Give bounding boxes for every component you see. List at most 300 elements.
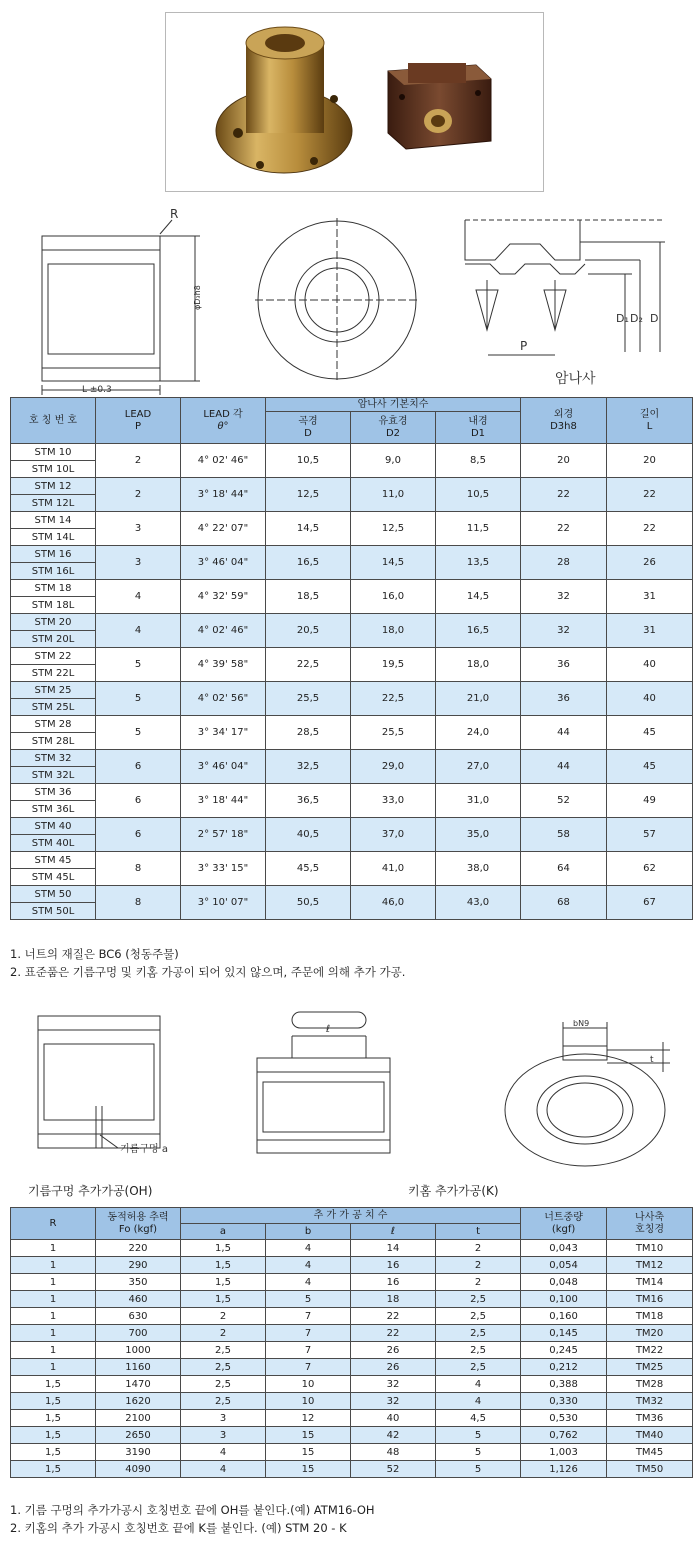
shaft-cell: TM12 [607, 1257, 693, 1274]
outer-dia-cell: 32 [521, 580, 607, 614]
model-name-long: STM 14L [11, 529, 96, 546]
h-d2: 유효경 D2 [351, 412, 436, 444]
length-cell: 45 [607, 750, 693, 784]
weight-cell: 0,330 [521, 1393, 607, 1410]
length-cell: 40 [607, 682, 693, 716]
pitch-dia-cell: 22,5 [351, 682, 436, 716]
major-dia-cell: 50,5 [266, 886, 351, 920]
fo-cell: 4090 [96, 1461, 181, 1478]
fo-cell: 1000 [96, 1342, 181, 1359]
t-cell: 2 [436, 1257, 521, 1274]
b-cell: 15 [266, 1444, 351, 1461]
t-cell: 4 [436, 1376, 521, 1393]
minor-dia-cell: 35,0 [436, 818, 521, 852]
length-cell: 67 [607, 886, 693, 920]
r-cell: 1 [11, 1359, 96, 1376]
shaft-cell: TM32 [607, 1393, 693, 1410]
major-dia-cell: 45,5 [266, 852, 351, 886]
b-cell: 10 [266, 1376, 351, 1393]
table-row [11, 1410, 693, 1427]
h-t: t [436, 1224, 521, 1240]
a-cell: 4 [181, 1461, 266, 1478]
shaft-cell: TM22 [607, 1342, 693, 1359]
model-name: STM 32 [11, 750, 96, 767]
model-name: STM 25 [11, 682, 96, 699]
length-cell: 40 [607, 648, 693, 682]
model-name-long: STM 45L [11, 869, 96, 886]
lead-angle-cell: 3° 34' 17" [181, 716, 266, 750]
lead-cell: 3 [96, 546, 181, 580]
pitch-dia-cell: 37,0 [351, 818, 436, 852]
b-cell: 7 [266, 1308, 351, 1325]
table-row [11, 478, 693, 495]
length-cell: 22 [607, 478, 693, 512]
table-row [11, 1240, 693, 1257]
model-name: STM 16 [11, 546, 96, 563]
lead-cell: 4 [96, 580, 181, 614]
table-row [11, 1308, 693, 1325]
note-line: 1. 기름 구멍의 추가가공시 호칭번호 끝에 OH를 붙인다.(예) ATM16-OH [10, 1503, 375, 1517]
h-shaft: 나사축 호칭경 [607, 1208, 693, 1240]
lead-cell: 8 [96, 886, 181, 920]
t-cell: 2,5 [436, 1325, 521, 1342]
pitch-label: P [520, 339, 528, 353]
notes-material [10, 945, 405, 981]
pitch-dia-cell: 18,0 [351, 614, 436, 648]
pitch-dia-cell: 12,5 [351, 512, 436, 546]
fo-cell: 630 [96, 1308, 181, 1325]
table-row [11, 784, 693, 801]
t-cell: 5 [436, 1461, 521, 1478]
a-cell: 1,5 [181, 1274, 266, 1291]
key-width-label: bN9 [573, 1019, 590, 1028]
lead-angle-cell: 3° 18' 44" [181, 478, 266, 512]
pitch-dia-cell: 33,0 [351, 784, 436, 818]
r-cell: 1 [11, 1274, 96, 1291]
outer-dia-cell: 32 [521, 614, 607, 648]
lead-angle-cell: 3° 46' 04" [181, 750, 266, 784]
fo-cell: 700 [96, 1325, 181, 1342]
table-row [11, 512, 693, 529]
diameter-label: φD₃h8 [193, 285, 202, 310]
shaft-cell: TM16 [607, 1291, 693, 1308]
model-name: STM 50 [11, 886, 96, 903]
length-cell: 49 [607, 784, 693, 818]
fo-cell: 1620 [96, 1393, 181, 1410]
fo-cell: 1160 [96, 1359, 181, 1376]
pitch-dia-cell: 11,0 [351, 478, 436, 512]
minor-dia-cell: 38,0 [436, 852, 521, 886]
lead-cell: 5 [96, 682, 181, 716]
pitch-dia-cell: 41,0 [351, 852, 436, 886]
pitch-dia-cell: 29,0 [351, 750, 436, 784]
b-cell: 7 [266, 1325, 351, 1342]
lead-angle-cell: 4° 22' 07" [181, 512, 266, 546]
table-row [11, 1393, 693, 1410]
model-name-long: STM 10L [11, 461, 96, 478]
b-cell: 4 [266, 1257, 351, 1274]
table-row [11, 1342, 693, 1359]
minor-dia-cell: 10,5 [436, 478, 521, 512]
shaft-cell: TM25 [607, 1359, 693, 1376]
lead-angle-cell: 4° 32' 59" [181, 580, 266, 614]
l-cell: 14 [351, 1240, 436, 1257]
fo-cell: 350 [96, 1274, 181, 1291]
weight-cell: 0,388 [521, 1376, 607, 1393]
h-l: ℓ [351, 1224, 436, 1240]
outer-dia-cell: 68 [521, 886, 607, 920]
t-cell: 2,5 [436, 1291, 521, 1308]
minor-dia-cell: 13,5 [436, 546, 521, 580]
weight-cell: 1,003 [521, 1444, 607, 1461]
b-cell: 15 [266, 1461, 351, 1478]
table-row [11, 614, 693, 631]
minor-dia-cell: 31,0 [436, 784, 521, 818]
table-row [11, 648, 693, 665]
a-cell: 2,5 [181, 1342, 266, 1359]
table-row [11, 716, 693, 733]
r-cell: 1 [11, 1308, 96, 1325]
major-dia-cell: 22,5 [266, 648, 351, 682]
pitch-dia-cell: 25,5 [351, 716, 436, 750]
model-name: STM 20 [11, 614, 96, 631]
minor-dia-cell: 11,5 [436, 512, 521, 546]
fo-cell: 1470 [96, 1376, 181, 1393]
spec-table [10, 397, 693, 920]
note-line: 2. 표준품은 기름구멍 및 키홈 가공이 되어 있지 않으며, 주문에 의해 추가 가공. [10, 965, 406, 979]
major-dia-cell: 36,5 [266, 784, 351, 818]
weight-cell: 0,054 [521, 1257, 607, 1274]
fo-cell: 3190 [96, 1444, 181, 1461]
note-line: 1. 너트의 재질은 BC6 (청동주물) [10, 947, 179, 961]
minor-dia-cell: 8,5 [436, 444, 521, 478]
r-cell: 1,5 [11, 1393, 96, 1410]
l-cell: 16 [351, 1274, 436, 1291]
a-cell: 1,5 [181, 1257, 266, 1274]
table-row [11, 1325, 693, 1342]
lead-cell: 4 [96, 614, 181, 648]
major-dia-cell: 10,5 [266, 444, 351, 478]
table-row [11, 750, 693, 767]
length-cell: 31 [607, 580, 693, 614]
h-r: R [11, 1208, 96, 1240]
t-cell: 2,5 [436, 1308, 521, 1325]
model-name: STM 36 [11, 784, 96, 801]
h-fo: 동적허용 추력 Fo (kgf) [96, 1208, 181, 1240]
model-name: STM 10 [11, 444, 96, 461]
table-row [11, 1376, 693, 1393]
t-cell: 2,5 [436, 1342, 521, 1359]
major-dia-cell: 25,5 [266, 682, 351, 716]
key-length-label: ℓ [326, 1024, 331, 1035]
h-a: a [181, 1224, 266, 1240]
shaft-cell: TM14 [607, 1274, 693, 1291]
t-cell: 5 [436, 1444, 521, 1461]
lead-cell: 6 [96, 818, 181, 852]
lead-angle-cell: 3° 33' 15" [181, 852, 266, 886]
b-cell: 7 [266, 1359, 351, 1376]
lead-angle-cell: 4° 02' 56" [181, 682, 266, 716]
b-cell: 12 [266, 1410, 351, 1427]
h-weight: 너트중량 (kgf) [521, 1208, 607, 1240]
fo-cell: 460 [96, 1291, 181, 1308]
outer-dia-cell: 22 [521, 478, 607, 512]
d-label: D [650, 312, 659, 325]
caption-key: 키홈 추가가공(K) [408, 1184, 499, 1198]
table-row [11, 886, 693, 903]
r-cell: 1,5 [11, 1376, 96, 1393]
l-cell: 52 [351, 1461, 436, 1478]
shaft-cell: TM36 [607, 1410, 693, 1427]
pitch-dia-cell: 19,5 [351, 648, 436, 682]
lead-angle-cell: 3° 10' 07" [181, 886, 266, 920]
outer-dia-cell: 44 [521, 750, 607, 784]
l-cell: 48 [351, 1444, 436, 1461]
major-dia-cell: 16,5 [266, 546, 351, 580]
table-row [11, 1461, 693, 1478]
shaft-cell: TM45 [607, 1444, 693, 1461]
fo-cell: 2100 [96, 1410, 181, 1427]
major-dia-cell: 32,5 [266, 750, 351, 784]
a-cell: 3 [181, 1427, 266, 1444]
weight-cell: 0,048 [521, 1274, 607, 1291]
outer-dia-cell: 28 [521, 546, 607, 580]
model-name-long: STM 28L [11, 733, 96, 750]
note-line: 2. 키홈의 추가 가공시 호칭번호 끝에 K를 붙인다. (예) STM 20 - K [10, 1521, 347, 1535]
lead-angle-cell: 4° 02' 46" [181, 444, 266, 478]
table-row [11, 1291, 693, 1308]
shaft-cell: TM18 [607, 1308, 693, 1325]
minor-dia-cell: 27,0 [436, 750, 521, 784]
b-cell: 4 [266, 1240, 351, 1257]
outer-dia-cell: 58 [521, 818, 607, 852]
model-name: STM 40 [11, 818, 96, 835]
weight-cell: 0,160 [521, 1308, 607, 1325]
table-row [11, 580, 693, 597]
minor-dia-cell: 21,0 [436, 682, 521, 716]
h-len: 길이 L [607, 398, 693, 444]
model-name-long: STM 12L [11, 495, 96, 512]
r-cell: 1 [11, 1240, 96, 1257]
table-row [11, 1274, 693, 1291]
model-name-long: STM 25L [11, 699, 96, 716]
table-row [11, 1359, 693, 1376]
lead-cell: 3 [96, 512, 181, 546]
t-cell: 2 [436, 1240, 521, 1257]
table-row [11, 444, 693, 461]
pitch-dia-cell: 46,0 [351, 886, 436, 920]
lead-cell: 6 [96, 750, 181, 784]
key-depth-label: t [650, 1055, 654, 1065]
l-cell: 22 [351, 1308, 436, 1325]
a-cell: 3 [181, 1410, 266, 1427]
weight-cell: 0,762 [521, 1427, 607, 1444]
lead-angle-cell: 4° 39' 58" [181, 648, 266, 682]
shaft-cell: TM40 [607, 1427, 693, 1444]
model-name: STM 22 [11, 648, 96, 665]
h-group: 암나사 기본치수 [266, 398, 521, 412]
length-cell: 22 [607, 512, 693, 546]
h-name: 호 칭 번 호 [11, 398, 96, 444]
r-cell: 1,5 [11, 1410, 96, 1427]
weight-cell: 1,126 [521, 1461, 607, 1478]
r-cell: 1 [11, 1325, 96, 1342]
minor-dia-cell: 14,5 [436, 580, 521, 614]
lead-cell: 2 [96, 478, 181, 512]
model-name: STM 45 [11, 852, 96, 869]
model-name-long: STM 16L [11, 563, 96, 580]
model-name-long: STM 50L [11, 903, 96, 920]
shaft-cell: TM28 [607, 1376, 693, 1393]
fo-cell: 220 [96, 1240, 181, 1257]
h-b: b [266, 1224, 351, 1240]
a-cell: 2,5 [181, 1393, 266, 1410]
l-cell: 22 [351, 1325, 436, 1342]
length-cell: 57 [607, 818, 693, 852]
h-lead: LEAD P [96, 398, 181, 444]
outer-dia-cell: 64 [521, 852, 607, 886]
r-cell: 1 [11, 1291, 96, 1308]
a-cell: 2,5 [181, 1359, 266, 1376]
table-row [11, 1427, 693, 1444]
length-cell: 45 [607, 716, 693, 750]
lead-cell: 2 [96, 444, 181, 478]
shaft-cell: TM10 [607, 1240, 693, 1257]
weight-cell: 0,043 [521, 1240, 607, 1257]
table-row [11, 1257, 693, 1274]
fo-cell: 290 [96, 1257, 181, 1274]
t-cell: 4 [436, 1393, 521, 1410]
model-name: STM 28 [11, 716, 96, 733]
d2-label: D₂ [630, 312, 643, 325]
model-name-long: STM 22L [11, 665, 96, 682]
length-label: L ±0.3 [82, 385, 112, 395]
table-row [11, 852, 693, 869]
minor-dia-cell: 18,0 [436, 648, 521, 682]
t-cell: 2,5 [436, 1359, 521, 1376]
l-cell: 18 [351, 1291, 436, 1308]
l-cell: 42 [351, 1427, 436, 1444]
lead-angle-cell: 4° 02' 46" [181, 614, 266, 648]
r-cell: 1,5 [11, 1427, 96, 1444]
pitch-dia-cell: 9,0 [351, 444, 436, 478]
r-label: R [170, 207, 179, 221]
caption-oil-hole: 기름구멍 추가가공(OH) [28, 1184, 153, 1198]
b-cell: 4 [266, 1274, 351, 1291]
minor-dia-cell: 24,0 [436, 716, 521, 750]
weight-cell: 0,145 [521, 1325, 607, 1342]
outer-dia-cell: 36 [521, 648, 607, 682]
lead-angle-cell: 3° 46' 04" [181, 546, 266, 580]
weight-cell: 0,530 [521, 1410, 607, 1427]
major-dia-cell: 20,5 [266, 614, 351, 648]
t-cell: 5 [436, 1427, 521, 1444]
h-angle: LEAD 각 θ° [181, 398, 266, 444]
l-cell: 40 [351, 1410, 436, 1427]
table-row [11, 1444, 693, 1461]
model-name: STM 14 [11, 512, 96, 529]
length-cell: 20 [607, 444, 693, 478]
a-cell: 1,5 [181, 1240, 266, 1257]
minor-dia-cell: 16,5 [436, 614, 521, 648]
outer-dia-cell: 22 [521, 512, 607, 546]
shaft-cell: TM50 [607, 1461, 693, 1478]
t-cell: 4,5 [436, 1410, 521, 1427]
h-d1: 내경 D1 [436, 412, 521, 444]
extra-table [10, 1207, 693, 1478]
l-cell: 32 [351, 1393, 436, 1410]
minor-dia-cell: 43,0 [436, 886, 521, 920]
r-cell: 1,5 [11, 1461, 96, 1478]
product-photo [165, 12, 544, 192]
weight-cell: 0,100 [521, 1291, 607, 1308]
b-cell: 7 [266, 1342, 351, 1359]
model-name-long: STM 40L [11, 835, 96, 852]
lead-angle-cell: 3° 18' 44" [181, 784, 266, 818]
bronze-nut-image [166, 13, 543, 191]
l-cell: 26 [351, 1342, 436, 1359]
oil-hole-label: 기름구멍 a [120, 1144, 168, 1155]
a-cell: 4 [181, 1444, 266, 1461]
weight-cell: 0,245 [521, 1342, 607, 1359]
outer-dia-cell: 20 [521, 444, 607, 478]
fo-cell: 2650 [96, 1427, 181, 1444]
t-cell: 2 [436, 1274, 521, 1291]
a-cell: 2,5 [181, 1376, 266, 1393]
notes-order [10, 1501, 375, 1537]
model-name-long: STM 36L [11, 801, 96, 818]
lead-cell: 5 [96, 648, 181, 682]
h-d: 곡경 D [266, 412, 351, 444]
l-cell: 16 [351, 1257, 436, 1274]
h-outer: 외경 D3h8 [521, 398, 607, 444]
table-row [11, 546, 693, 563]
model-name-long: STM 18L [11, 597, 96, 614]
major-dia-cell: 28,5 [266, 716, 351, 750]
weight-cell: 0,212 [521, 1359, 607, 1376]
model-name-long: STM 20L [11, 631, 96, 648]
r-cell: 1 [11, 1257, 96, 1274]
a-cell: 2 [181, 1325, 266, 1342]
lead-angle-cell: 2° 57' 18" [181, 818, 266, 852]
pitch-dia-cell: 14,5 [351, 546, 436, 580]
outer-dia-cell: 52 [521, 784, 607, 818]
table-row [11, 682, 693, 699]
l-cell: 26 [351, 1359, 436, 1376]
major-dia-cell: 18,5 [266, 580, 351, 614]
a-cell: 1,5 [181, 1291, 266, 1308]
pitch-dia-cell: 16,0 [351, 580, 436, 614]
length-cell: 31 [607, 614, 693, 648]
outer-dia-cell: 36 [521, 682, 607, 716]
length-cell: 62 [607, 852, 693, 886]
r-cell: 1 [11, 1342, 96, 1359]
lead-cell: 8 [96, 852, 181, 886]
a-cell: 2 [181, 1308, 266, 1325]
model-name: STM 18 [11, 580, 96, 597]
model-name-long: STM 32L [11, 767, 96, 784]
b-cell: 10 [266, 1393, 351, 1410]
major-dia-cell: 12,5 [266, 478, 351, 512]
major-dia-cell: 40,5 [266, 818, 351, 852]
b-cell: 5 [266, 1291, 351, 1308]
model-name: STM 12 [11, 478, 96, 495]
d1-label: D₁ [616, 312, 629, 325]
l-cell: 32 [351, 1376, 436, 1393]
h-extra-group: 추 가 가 공 치 수 [181, 1208, 521, 1224]
thread-caption: 암나사 [555, 371, 596, 387]
shaft-cell: TM20 [607, 1325, 693, 1342]
